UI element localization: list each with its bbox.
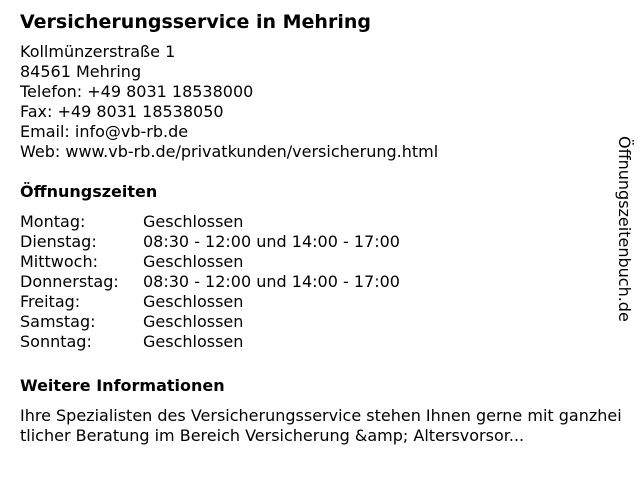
opening-hours-table — [20, 212, 620, 352]
hours-value: Geschlossen — [143, 292, 244, 311]
hours-value: Geschlossen — [143, 212, 244, 231]
email-line: Email: info@vb-rb.de — [20, 122, 189, 141]
opening-hours-heading: Öffnungszeiten — [20, 182, 158, 201]
street-address: Kollmünzerstraße 1 — [20, 42, 176, 61]
address-block — [20, 42, 620, 162]
hours-row-wednesday — [20, 252, 620, 272]
day-label: Donnerstag: — [20, 272, 119, 291]
hours-row-sunday — [20, 332, 620, 352]
hours-row-thursday — [20, 272, 620, 292]
brand-watermark: Öffnungszeitenbuch.de — [615, 136, 634, 322]
day-label: Sonntag: — [20, 332, 92, 351]
city-line: 84561 Mehring — [20, 62, 142, 81]
further-info-heading: Weitere Informationen — [20, 376, 225, 395]
further-info-text: Ihre Spezialisten des Versicherungsservice stehen Ihnen gerne mit ganzheitlicher Beratung im Bereich Versicherung &amp; Altersvorsor... — [20, 406, 622, 445]
web-line: Web: www.vb-rb.de/privatkunden/versicherung.html — [20, 142, 439, 161]
hours-row-saturday — [20, 312, 620, 332]
day-label: Dienstag: — [20, 232, 97, 251]
hours-value: Geschlossen — [143, 332, 244, 351]
hours-value: Geschlossen — [143, 252, 244, 271]
hours-row-tuesday — [20, 232, 620, 252]
day-label: Mittwoch: — [20, 252, 98, 271]
day-label: Samstag: — [20, 312, 96, 331]
hours-value: 08:30 - 12:00 und 14:00 - 17:00 — [143, 272, 400, 291]
hours-value: Geschlossen — [143, 312, 244, 331]
hours-row-friday — [20, 292, 620, 312]
business-card — [20, 8, 620, 446]
day-label: Freitag: — [20, 292, 81, 311]
business-name: Versicherungsservice in Mehring — [20, 11, 371, 33]
day-label: Montag: — [20, 212, 86, 231]
fax-line: Fax: +49 8031 18538050 — [20, 102, 224, 121]
phone-line: Telefon: +49 8031 18538000 — [20, 82, 254, 101]
hours-value: 08:30 - 12:00 und 14:00 - 17:00 — [143, 232, 400, 251]
hours-row-monday — [20, 212, 620, 232]
